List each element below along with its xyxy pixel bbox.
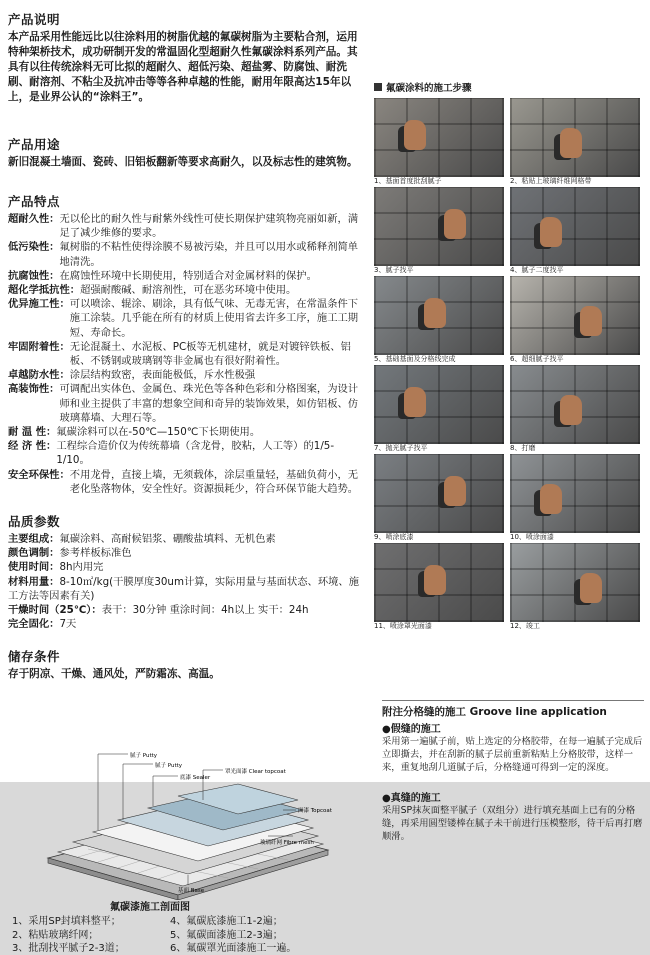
diagram-caption: 氟碳漆施工剖面图 [110, 902, 190, 913]
step-item: 5、氟碳面漆施工2-3遍； [170, 929, 283, 941]
features-list [8, 212, 366, 496]
left-column [8, 10, 366, 682]
right-column [374, 80, 640, 632]
wall-grid-overlay [510, 187, 640, 266]
quality-key: 主要组成： [8, 533, 60, 546]
step-photo [510, 98, 640, 177]
construction-steps-list [12, 915, 372, 955]
photo-steps-heading-text: 氟碳涂料的施工步骤 [386, 83, 472, 94]
hand-tool-icon [444, 476, 466, 506]
photo-step [374, 276, 504, 365]
wall-grid-overlay [374, 365, 504, 444]
photo-caption: 12、竣工 [510, 622, 540, 630]
square-bullet-icon [374, 83, 382, 91]
feature-value: 在腐蚀性环境中长期使用，特别适合对金属材料的保护。 [59, 269, 317, 282]
step-photo [374, 365, 504, 444]
feature-value: 无以伦比的耐久性与耐紫外线性可使长期保护建筑物亮丽如新，满足了减少维修的要求。 [59, 213, 359, 240]
feature-value: 不用龙骨，直接上墙，无须载体，涂层重量轻，基础负荷小，无老化坠落物体，安全性好。资源损耗少，符合环保节能大趋势。 [69, 468, 359, 495]
feature-key: 抗腐蚀性： [8, 269, 60, 282]
step-photo [374, 98, 504, 177]
quality-title: 品质参数 [8, 514, 61, 530]
photo-step [374, 454, 504, 543]
photo-caption: 4、腻子二度找平 [510, 266, 564, 274]
photo-step [510, 365, 640, 454]
photo-step [374, 365, 504, 454]
wall-grid-overlay [510, 454, 640, 533]
storage-section [8, 647, 366, 682]
quality-section [8, 512, 366, 631]
feature-key: 高装饰性： [8, 383, 60, 396]
feature-key: 超耐久性： [8, 213, 60, 225]
label-putty-2: 腻子 Putty [155, 763, 183, 769]
hand-tool-icon [404, 120, 426, 150]
label-sealer: 底漆 Sealer [180, 775, 211, 781]
step-photo [510, 365, 640, 444]
feature-item [8, 297, 366, 340]
hand-tool-icon [540, 217, 562, 247]
wall-grid-overlay [510, 276, 640, 355]
feature-value: 氟碳涂料可以在-50℃—150℃下长期使用。 [56, 426, 261, 439]
photo-step [510, 543, 640, 632]
photo-grid [374, 98, 640, 632]
groove-title: 附注分格缝的施工 Groove line application [382, 706, 607, 718]
notes-divider [382, 700, 644, 701]
feature-item [8, 269, 366, 283]
photo-caption: 10、喷涂面漆 [510, 533, 554, 541]
features-title: 产品特点 [8, 194, 61, 209]
usage-section [8, 135, 366, 170]
step-photo [374, 276, 504, 355]
wall-grid-overlay [374, 187, 504, 266]
step-photo [510, 187, 640, 266]
quality-value: 氟碳涂料、高耐候铝浆、硼酸盐填料、无机色素 [59, 533, 276, 546]
photo-caption: 5、基础基面及分格线完成 [374, 355, 456, 363]
feature-value: 无论混凝土、水泥板、PC板等无机建材，就是对镀锌铁板、铝板、不锈钢或玻璃钢等非金属也有很好附着性。 [69, 340, 351, 368]
quality-value: 8h内用完 [59, 561, 104, 574]
fake-groove-text: 采用第一遍腻子前，贴上选定的分格胶带，在每一遍腻子完成后立即撕去，并在刮新的腻子层前重新粘贴上分格胶带，这样一来，重复地刮几道腻子后，分格缝通可得到一定的深度。 [382, 736, 643, 774]
quality-list [8, 532, 366, 631]
photo-caption: 1、基面首度批刮腻子 [374, 177, 442, 185]
features-section [8, 192, 366, 496]
feature-key: 卓越防水性： [8, 369, 70, 382]
feature-item [8, 212, 366, 240]
quality-row [8, 560, 366, 574]
quality-row [8, 532, 366, 546]
intro-title: 产品说明 [8, 12, 61, 27]
feature-key: 耐 温 性： [8, 426, 57, 439]
photo-step [510, 98, 640, 187]
feature-value: 可调配出实体色、金属色、珠光色等各种色彩和分格图案，为设计师和业主提供了丰富的想象空间和奇异的装饰效果，如仿铝板、仿玻璃幕墙、大理石等。 [59, 383, 359, 424]
step-photo [374, 454, 504, 533]
label-clear-topcoat: 罩光面漆 Clear topcoat [225, 769, 286, 775]
step-photo [510, 276, 640, 355]
hand-tool-icon [560, 395, 582, 425]
photo-step [374, 187, 504, 276]
quality-key: 使用时间： [8, 561, 60, 574]
step-photo [510, 543, 640, 622]
photo-steps-heading [374, 80, 640, 94]
feature-key: 安全环保性： [8, 468, 70, 481]
step-item: 4、氟碳底漆施工1-2遍； [170, 916, 283, 927]
groove-notes [382, 700, 644, 843]
photo-caption: 3、腻子找平 [374, 266, 414, 274]
step-photo [374, 543, 504, 622]
hand-tool-icon [424, 298, 446, 328]
label-base: 基面 Base [178, 888, 205, 894]
step-item: 2、粘贴玻璃纤网； [12, 929, 99, 941]
quality-value: 8-10㎡/kg(干膜厚度30um计算，实际用量与基面状态、环境、施工方法等因素有关) [8, 575, 360, 602]
quality-key: 干燥时间（25℃）： [8, 604, 102, 617]
photo-step [374, 98, 504, 187]
photo-caption: 6、超细腻子找平 [510, 355, 564, 363]
quality-value: 参考样板标准色 [59, 547, 132, 560]
quality-value: 7天 [59, 618, 77, 631]
feature-item [8, 439, 366, 467]
photo-caption: 11、喷涂罩光面漆 [374, 622, 432, 630]
coating-cross-section-diagram [28, 740, 348, 900]
usage-text: 新旧混凝土墙面、瓷砖、旧铝板翻新等要求高耐久，以及标志性的建筑物。 [8, 156, 358, 168]
quality-key: 颜色调制： [8, 547, 60, 560]
feature-item [8, 382, 366, 425]
quality-key: 材料用量： [8, 575, 60, 588]
hand-tool-icon [444, 209, 466, 239]
photo-caption: 9、喷涂底漆 [374, 533, 414, 541]
label-fibre-mesh: 玻璃纤网 Fibre mesh [260, 840, 314, 846]
feature-item [8, 340, 366, 368]
photo-step [510, 454, 640, 543]
step-photo [374, 187, 504, 266]
feature-item [8, 368, 366, 382]
quality-row [8, 575, 366, 603]
feature-key: 优异施工性： [8, 298, 70, 311]
feature-key: 超化学抵抗性： [8, 284, 81, 297]
feature-value: 工程综合造价仅为传统幕墙（含龙骨，胶粘，人工等）的1/5-1/10。 [56, 440, 335, 467]
wall-grid-overlay [374, 454, 504, 533]
wall-grid-overlay [374, 98, 504, 177]
hand-tool-icon [540, 484, 562, 514]
feature-item [8, 283, 366, 297]
quality-value: 表干：30分钟 重涂时间：4h以上 实干：24h [101, 604, 309, 617]
feature-value: 可以喷涂、辊涂、刷涂，具有低气味、无毒无害，在常温条件下施工涂装。几乎能在所有的材质上使用省去许多工序，施工工期短、寿命长。 [69, 298, 359, 339]
feature-value: 涂层结构致密，表面能极低，斥水性极强 [69, 369, 256, 382]
usage-title: 产品用途 [8, 137, 61, 152]
real-groove-text: 采用SP抹灰面整平腻子（双组分）进行填充基面上已有的分格缝，再采用圆型镂棒在腻子未干前进行压模整形，待干后再打磨顺滑。 [382, 804, 643, 843]
photo-caption: 2、粘贴上玻璃纤维网格带 [510, 177, 592, 185]
photo-caption: 8、打磨 [510, 444, 536, 452]
label-topcoat: 面漆 Topcoat [298, 808, 332, 814]
photo-step [374, 543, 504, 632]
quality-row [8, 617, 366, 631]
quality-row [8, 546, 366, 560]
feature-value: 氟树脂的不粘性使得涂膜不易被污染，并且可以用水或稀释剂简单地清洗。 [59, 241, 359, 268]
hand-tool-icon [404, 387, 426, 417]
hand-tool-icon [560, 128, 582, 158]
real-groove-title: ●真缝的施工 [382, 792, 441, 804]
intro-section [8, 10, 366, 105]
feature-key: 低污染性： [8, 241, 60, 254]
label-putty-1: 腻子 Putty [130, 753, 158, 759]
wall-grid-overlay [510, 543, 640, 622]
feature-item [8, 425, 366, 439]
feature-key: 经 济 性： [8, 440, 57, 453]
hand-tool-icon [580, 306, 602, 336]
photo-caption: 7、抛光腻子找平 [374, 444, 428, 452]
feature-item [8, 240, 366, 268]
fake-groove-title: ●假缝的施工 [382, 724, 441, 735]
step-photo [510, 454, 640, 533]
feature-key: 牢固附着性： [8, 340, 70, 353]
storage-text: 存于阴凉、干燥、通风处，严防霜冻、高温。 [8, 668, 220, 681]
storage-title: 储存条件 [8, 649, 61, 665]
intro-text: 本产品采用性能远比以往涂料用的树脂优越的氟碳树脂为主要粘合剂，运用特种架桥技术，成功研制开发的常温固化型超耐久性氟碳涂料系列产品。其具有以往传统涂料无可比拟的超耐久、超低污染、超盐雾、防腐蚀、耐洗刷、耐溶剂、不粘尘及抗冲击等等各种卓越的性能，耐用年限高达15年以上，是业界公认的“涂料王”。 [8, 31, 358, 103]
hand-tool-icon [424, 565, 446, 595]
photo-step [510, 187, 640, 276]
feature-item [8, 468, 366, 496]
feature-value: 超强耐酸碱、耐溶剂性，可在恶劣环境中使用。 [80, 284, 297, 297]
step-item: 6、氟碳罩光面漆施工一遍。 [170, 943, 297, 954]
step-item: 1、采用SP封填料整平； [12, 916, 121, 927]
photo-step [510, 276, 640, 365]
hand-tool-icon [580, 573, 602, 603]
step-item: 3、批刮找平腻子2-3道； [12, 943, 125, 954]
quality-key: 完全固化： [8, 618, 60, 631]
quality-row [8, 603, 366, 617]
